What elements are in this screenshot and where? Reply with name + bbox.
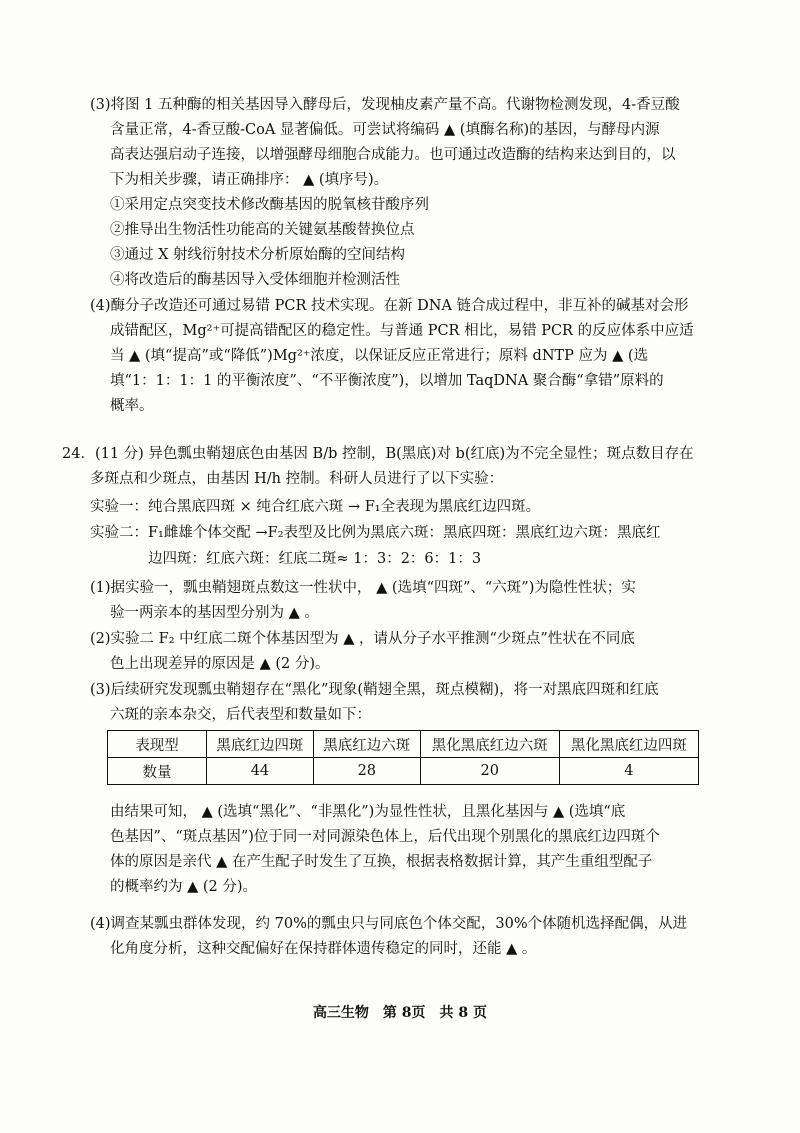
- text-line: 下为相关步骤，请正确排序： ▲ (填序号)。: [110, 172, 389, 188]
- text-line: 色上出现差异的原因是 ▲ (2 分)。: [110, 656, 330, 672]
- text-line: 实验二：F₁雌雄个体交配 →F₂表型及比例为黑底六斑：黑底四斑：黑底红边六斑：黑底红: [90, 525, 661, 541]
- text-line: (4)调查某瓢虫群体发现，约 70%的瓢虫只与同底色个体交配，30%个体随机选择配偶，从进: [90, 916, 688, 932]
- table-header: 黑化黑底红边六斑: [420, 731, 559, 758]
- text-line: 概率。: [110, 398, 154, 414]
- text-line: (1)据实验一，瓢虫鞘翅斑点数这一性状中， ▲ (选填“四斑”、“六斑”)为隐性性状；实: [90, 580, 636, 596]
- table-header-row: [108, 731, 699, 758]
- text-line: ④将改造后的酶基因导入受体细胞并检测活性: [110, 272, 400, 288]
- table-cell: 数量: [108, 758, 207, 785]
- text-line: (3)将图 1 五种酶的相关基因导入酵母后，发现柚皮素产量不高。代谢物检测发现，4-香豆酸: [90, 97, 680, 113]
- text-line: ③通过 X 射线衍射技术分析原始酶的空间结构: [110, 247, 406, 263]
- text-line: 色基因”、“斑点基因”)位于同一对同源染色体上，后代出现个别黑化的黑底红边四斑个: [110, 829, 660, 845]
- text-line: 实验一：纯合黑底四斑 × 纯合红底六斑 → F₁全表现为黑底红边四斑。: [90, 499, 541, 515]
- text-line: ②推导出生物活性功能高的关键氨基酸替换位点: [110, 222, 415, 238]
- text-line: 填“1：1：1：1 的平衡浓度”、“不平衡浓度”)，以增加 TaqDNA 聚合酶“拿错”原料的: [110, 373, 664, 389]
- text-line: 化角度分析，这种交配偏好在保持群体遗传稳定的同时，还能 ▲ 。: [110, 941, 537, 957]
- text-line: (3)后续研究发现瓢虫鞘翅存在“黑化”现象(鞘翅全黑，斑点模糊)，将一对黑底四斑和红底: [90, 682, 659, 698]
- text-line: 验一两亲本的基因型分别为 ▲ 。: [110, 605, 319, 621]
- text-line: (2)实验二 F₂ 中红底二斑个体基因型为 ▲ ，请从分子水平推测“少斑点”性状在不同底: [90, 631, 635, 647]
- text-line: (4)酶分子改造还可通过易错 PCR 技术实现。在新 DNA 链合成过程中，非互补的碱基对会形: [90, 298, 689, 314]
- text-line: ①采用定点突变技术修改酶基因的脱氧核苷酸序列: [110, 197, 429, 213]
- text-line: 多斑点和少斑点，由基因 H/h 控制。科研人员进行了以下实验：: [90, 471, 504, 487]
- table-cell: 4: [559, 758, 698, 785]
- text-line: 由结果可知， ▲ (选填“黑化”、“非黑化”)为显性性状，且黑化基因与 ▲ (选填“底: [110, 804, 626, 820]
- text-line: 含量正常，4-香豆酸-CoA 显著偏低。可尝试将编码 ▲ (填酶名称)的基因，与酵母内源: [110, 122, 660, 138]
- text-line: 24．(11 分) 异色瓢虫鞘翅底色由基因 B/b 控制，B(黑底)对 b(红底)为不完全显性；斑点数目存在: [62, 446, 694, 462]
- text-line: 高表达强启动子连接，以增强酵母细胞合成能力。也可通过改造酶的结构来达到目的，以: [110, 147, 676, 163]
- table-header: 表现型: [108, 731, 207, 758]
- text-line: 当 ▲ (填“提高”或“降低”)Mg²⁺浓度，以保证反应正常进行；原料 dNTP 应为 ▲ (选: [110, 348, 649, 364]
- table-header: 黑底红边六斑: [313, 731, 420, 758]
- text-line: 体的原因是亲代 ▲ 在产生配子时发生了互换，根据表格数据计算，其产生重组型配子: [110, 854, 653, 870]
- table-header: 黑底红边四斑: [207, 731, 314, 758]
- text-line: 的概率约为 ▲ (2 分)。: [110, 879, 258, 895]
- text-line: 成错配区，Mg²⁺可提高错配区的稳定性。与普通 PCR 相比，易错 PCR 的反应体系中应适: [110, 323, 694, 339]
- table-cell: 20: [420, 758, 559, 785]
- phenotype-table: [107, 730, 699, 785]
- table-cell: 28: [313, 758, 420, 785]
- page-footer: 高三生物 第 8页 共 8 页: [312, 1005, 488, 1021]
- table-row: [108, 758, 699, 785]
- text-line: 六斑的亲本杂交，后代表型和数量如下：: [110, 707, 371, 723]
- table-header: 黑化黑底红边四斑: [559, 731, 698, 758]
- text-line: 边四斑：红底六斑：红底二斑≈ 1：3：2：6：1：3: [148, 551, 482, 567]
- table-cell: 44: [207, 758, 314, 785]
